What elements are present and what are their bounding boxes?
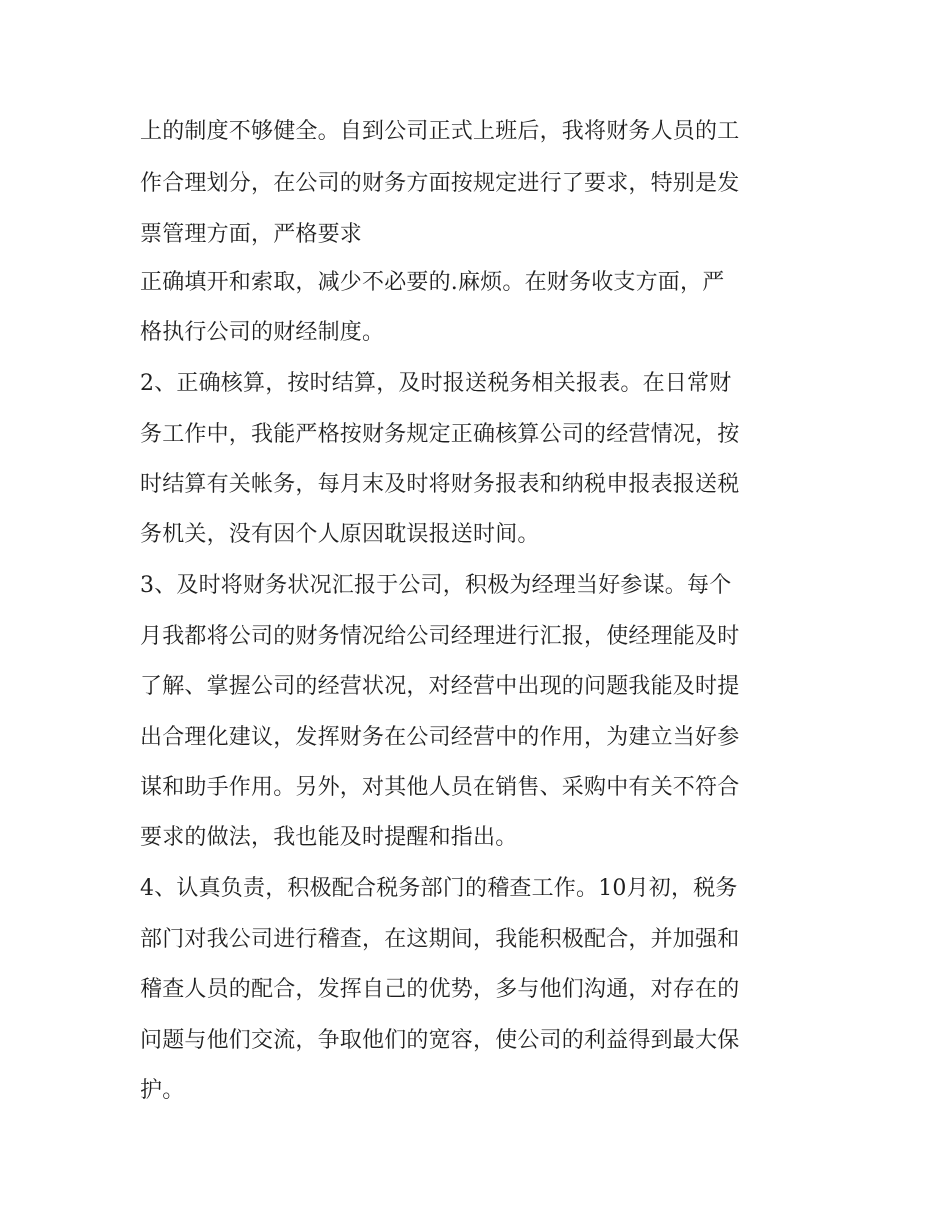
text-line: 务机关，没有因个人原因耽误报送时间。 [140,522,540,547]
text-line: 作合理划分，在公司的财务方面按规定进行了要求，特别是发 [140,171,740,196]
text-line: 了解、掌握公司的经营状况，对经营中出现的问题我能及时提 [140,674,740,699]
text-line: 2、正确核算，按时结算，及时报送税务相关报表。在日常财 [140,371,732,396]
text-line: 护。 [140,1078,185,1103]
text-line: 票管理方面，严格要求 [140,222,363,247]
text-line: 时结算有关帐务，每月末及时将财务报表和纳税申报表报送税 [140,472,740,497]
text-line: 出合理化建议，发挥财务在公司经营中的作用，为建立当好参 [140,725,740,750]
text-line: 务工作中，我能严格按财务规定正确核算公司的经营情况，按 [140,422,740,447]
text-line: 谋和助手作用。另外，对其他人员在销售、采购中有关不符合 [140,775,740,800]
text-line: 3、及时将财务状况汇报于公司，积极为经理当好参谋。每个 [140,573,732,598]
text-line: 要求的做法，我也能及时提醒和指出。 [140,825,518,850]
text-line: 4、认真负责，积极配合税务部门的稽查工作。10月初，税务 [140,876,738,901]
text-line: 正确填开和索取，减少不必要的.麻烦。在财务收支方面，严 [140,270,725,295]
text-line: 部门对我公司进行稽查，在这期间，我能积极配合，并加强和 [140,927,740,952]
text-line: 月我都将公司的财务情况给公司经理进行汇报，使经理能及时 [140,624,740,649]
text-line: 上的制度不够健全。自到公司正式上班后，我将财务人员的工 [140,119,740,144]
text-line: 格执行公司的财经制度。 [140,320,385,345]
text-line: 问题与他们交流，争取他们的宽容，使公司的利益得到最大保 [140,1028,740,1053]
text-line: 稽查人员的配合，发挥自己的优势，多与他们沟通，对存在的 [140,977,740,1002]
